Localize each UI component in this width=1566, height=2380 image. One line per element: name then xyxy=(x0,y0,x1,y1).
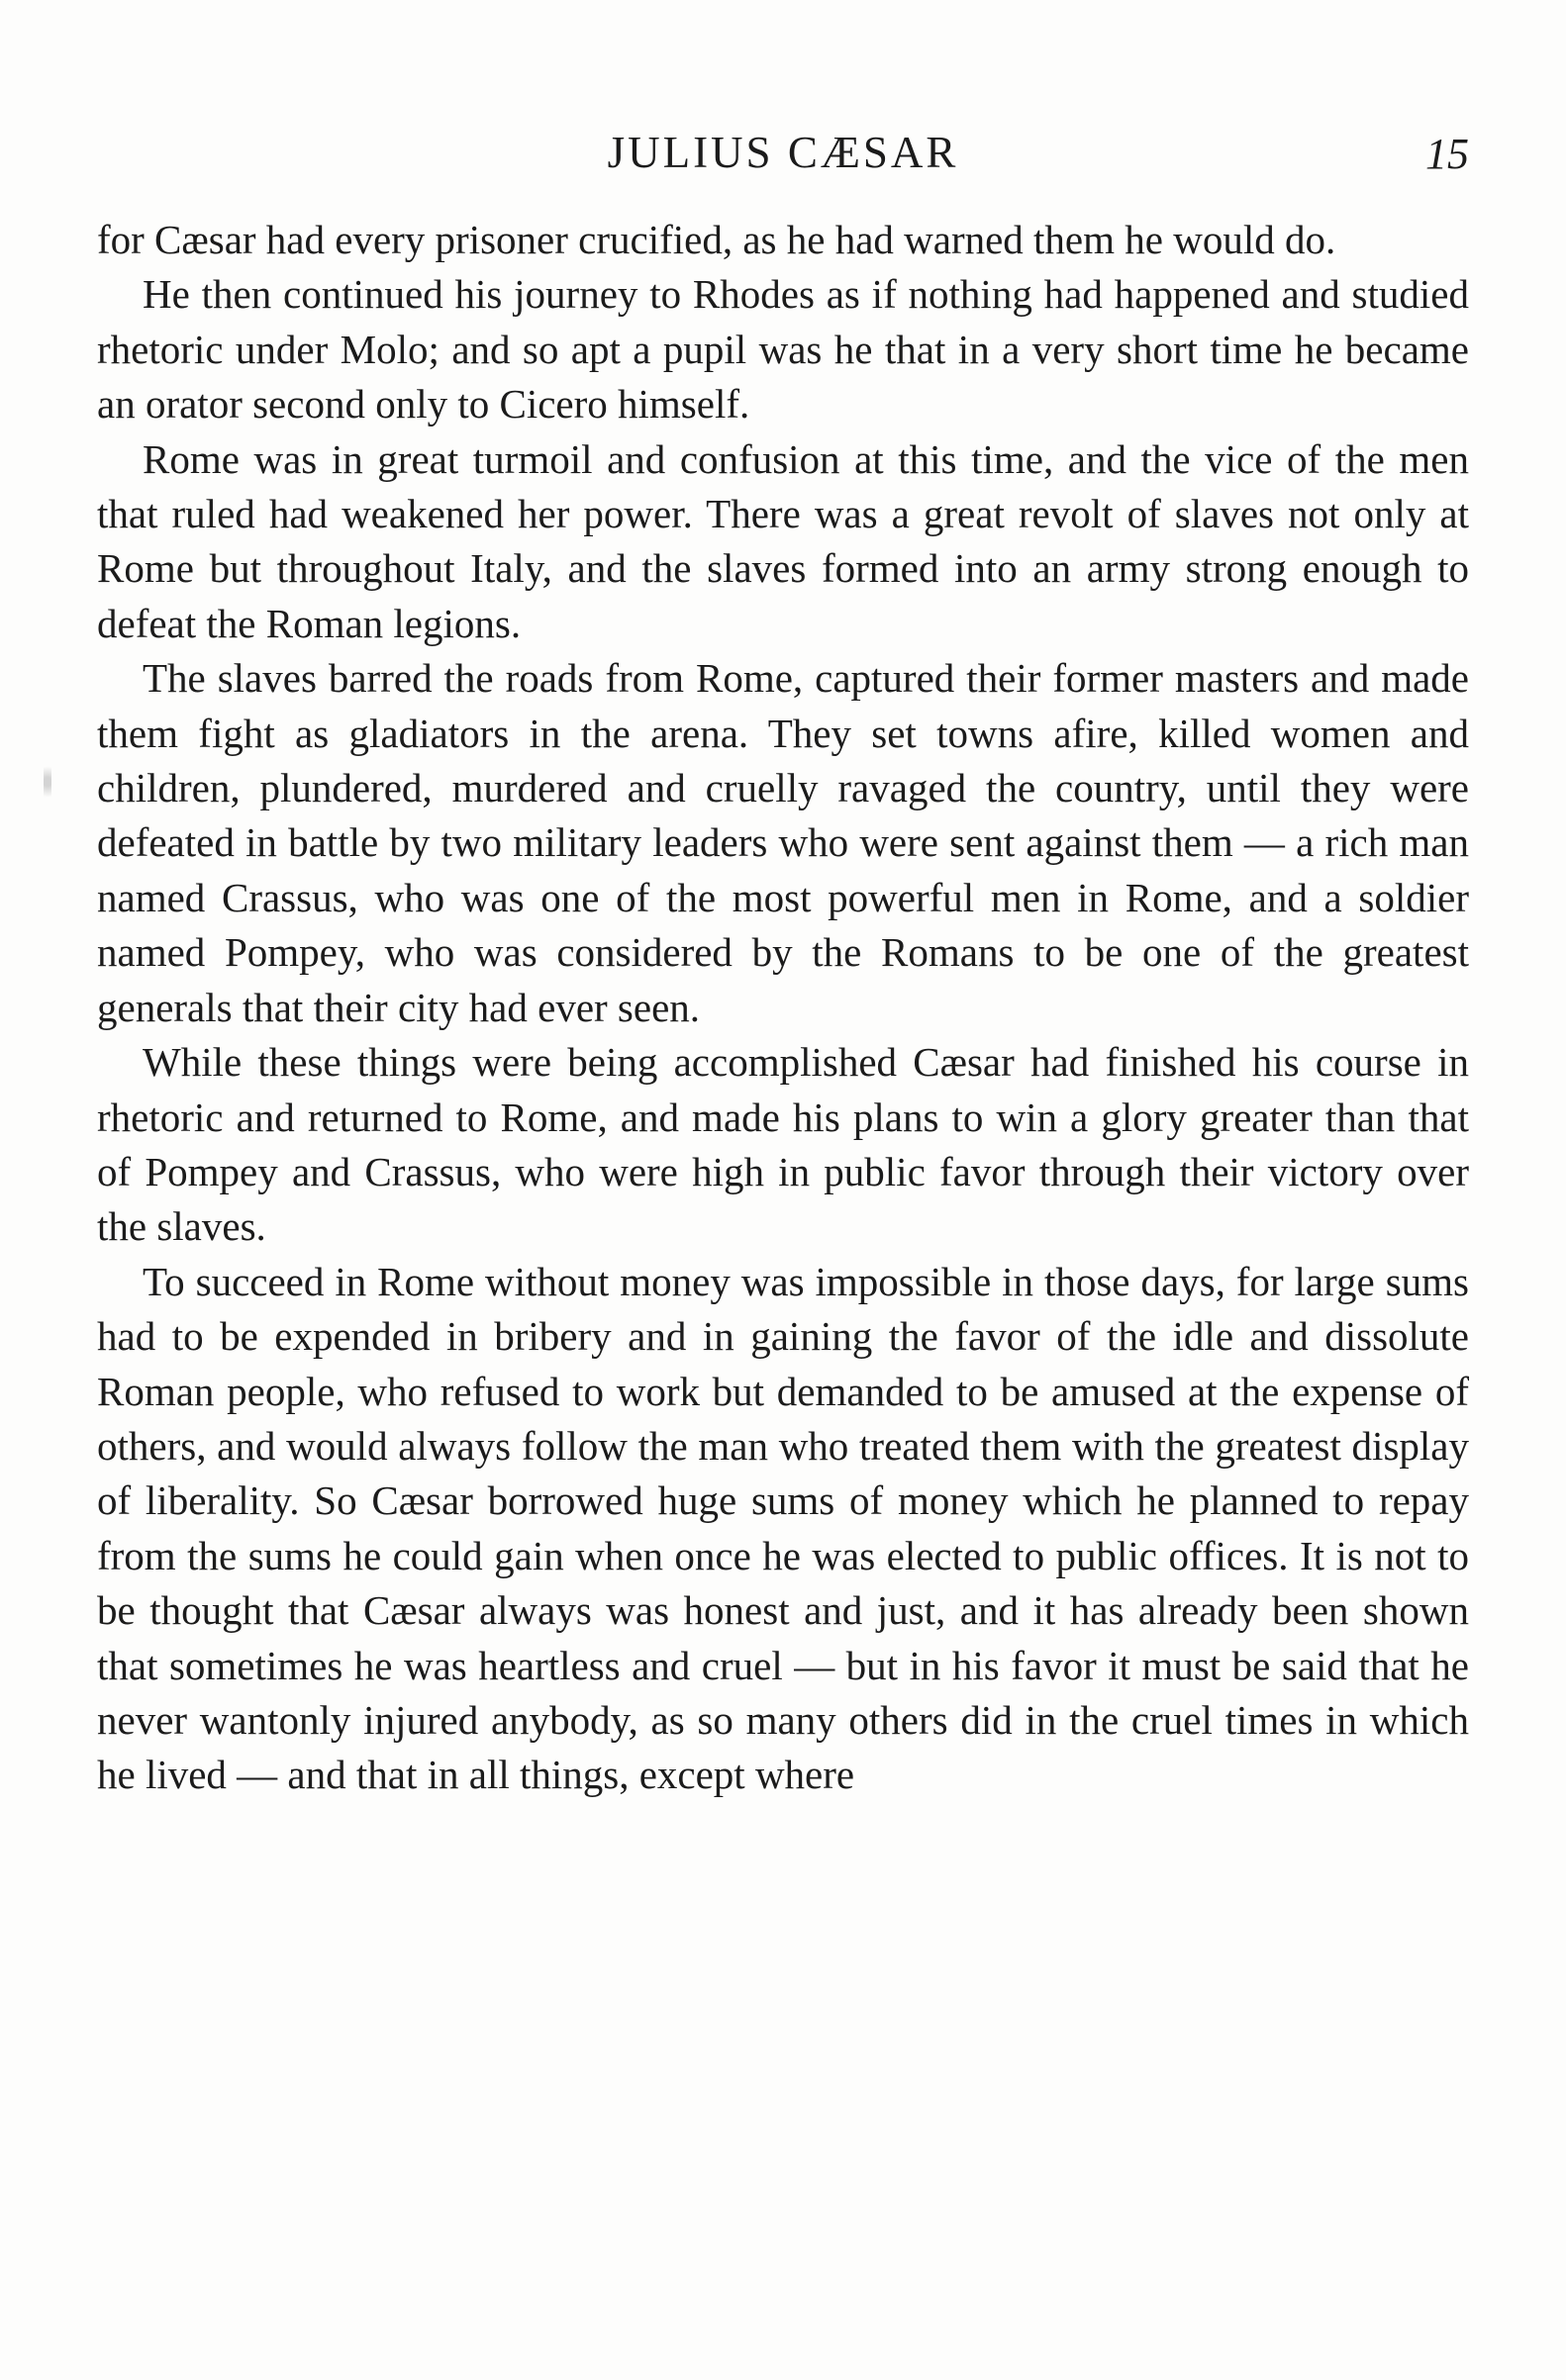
paragraph-slave-revolt: The slaves barred the roads from Rome, captured their former masters and made them fight as gladiators in the arena. They set towns afire, killed women and children, plundered, murdered and cruelly ravaged the country, until they were defeated in battle by two military leaders who were sent against them — a rich man named Crassus, who was one of the most powerful men in Rome, and a soldier named Pompey, who was considered by the Romans to be one of the greatest generals that their city had ever seen. xyxy=(97,655,1469,1030)
paragraph-caesar-returns: While these things were being accomplished Cæsar had finished his course in rhetoric and returned to Rome, and made his plans to win a glory greater than that of Pompey and Crassus, who were high in public favor through their victory over the slaves. xyxy=(97,1039,1469,1250)
running-head xyxy=(97,127,1469,186)
paragraph-money: To succeed in Rome without money was impossible in those days, for large sums had to be expended in bribery and in gaining the favor of the idle and dissolute Roman people, who refused to work but demanded to be amused at the expense of others, and would always follow the man who treated them with the greatest display of liberality. So Cæsar borrowed huge sums of money which he planned to repay from the sums he could gain when once he was elected to public offices. It is not to be thought that Cæsar always was honest and just, and it has already been shown that sometimes he was heartless and cruel — but in his favor it must be said that he never wantonly injured anybody, as so many others did in the cruel times in which he lived — and that in all things, except where xyxy=(97,1258,1469,1798)
paragraph-continuation: for Cæsar had every prisoner crucified, as he had warned them he would do. xyxy=(97,217,1336,262)
margin-speck xyxy=(44,760,51,804)
body-text xyxy=(97,213,1469,1803)
book-title: JULIUS CÆSAR xyxy=(607,128,959,177)
paragraph-rhodes: He then continued his journey to Rhodes as if nothing had happened and studied rhetoric under Molo; and so apt a pupil was he that in a very short time he became an orator second only to Cicero himself. xyxy=(97,271,1469,428)
page-number: 15 xyxy=(1425,130,1469,178)
paragraph-rome-turmoil: Rome was in great turmoil and confusion at this time, and the vice of the men that ruled had weakened her power. There was a great revolt of slaves not only at Rome but throughout Italy, and the slaves formed into an army strong enough to defeat the Roman legions. xyxy=(97,435,1469,646)
